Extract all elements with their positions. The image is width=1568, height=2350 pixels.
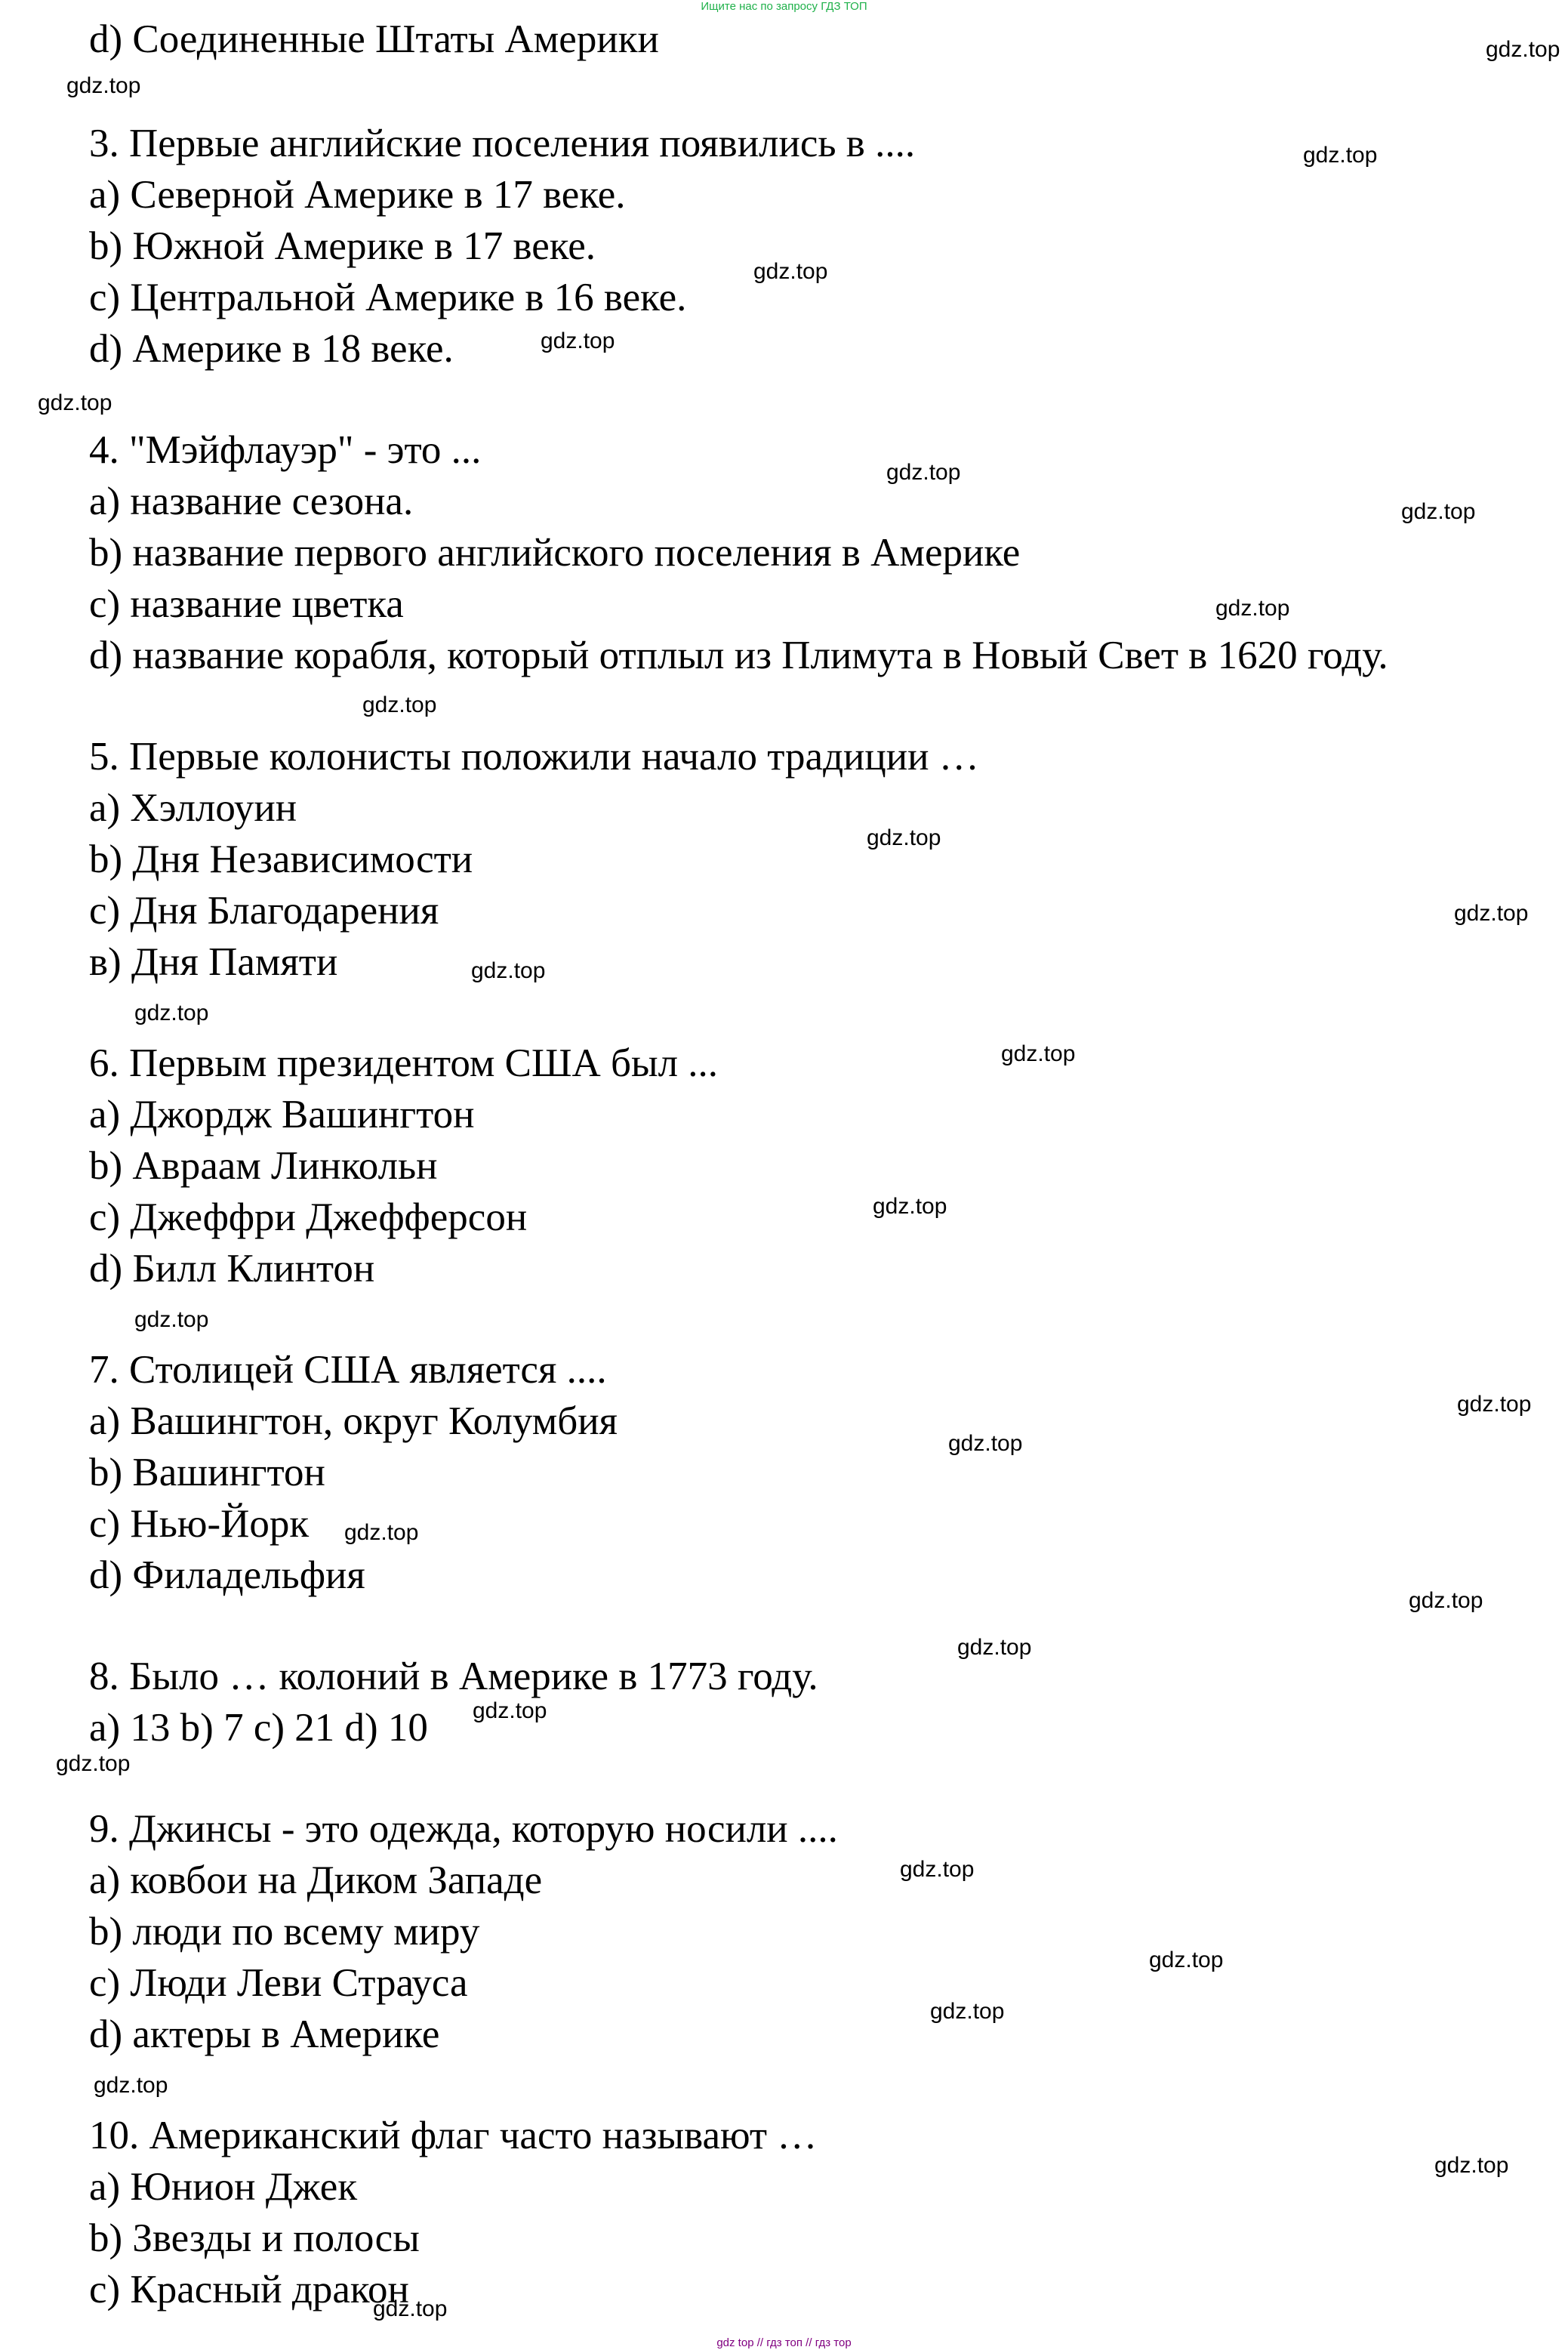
answer-line: c) Красный дракон <box>89 2268 409 2311</box>
answer-line: a) Джордж Вашингтон <box>89 1093 475 1136</box>
answer-line: b) Звезды и полосы <box>89 2216 420 2260</box>
watermark: gdz.top <box>1001 1041 1076 1066</box>
answer-line: b) Южной Америке в 17 веке. <box>89 224 596 268</box>
question-4-line: 4. "Мэйфлауэр" - это ... <box>89 428 482 472</box>
answer-line: a) Вашингтон, округ Колумбия <box>89 1399 618 1443</box>
watermark: gdz.top <box>930 1999 1005 2024</box>
watermark: gdz.top <box>362 692 437 717</box>
answer-line: c) Джеффри Джефферсон <box>89 1195 528 1239</box>
answer-line: d) Филадельфия <box>89 1553 365 1597</box>
watermark: gdz.top <box>1303 143 1378 168</box>
answer-line: d) актеры в Америке <box>89 2012 440 2056</box>
watermark: gdz.top <box>1434 2153 1509 2178</box>
watermark: gdz.top <box>1486 37 1560 62</box>
footer-link[interactable]: гдз топ <box>766 2336 802 2349</box>
watermark: gdz.top <box>38 390 112 415</box>
answer-line: d) Соединенные Штаты Америки <box>89 17 659 61</box>
watermark: gdz.top <box>473 1698 547 1723</box>
answer-line: d) Билл Клинтон <box>89 1247 375 1291</box>
watermark: gdz.top <box>1454 901 1529 926</box>
watermark: gdz.top <box>1149 1948 1224 1972</box>
answer-line: b) люди по всему миру <box>89 1910 480 1954</box>
answer-line: b) Авраам Линкольн <box>89 1144 438 1188</box>
question-10-line: 10. Американский флаг часто называют … <box>89 2114 818 2157</box>
watermark: gdz.top <box>134 1001 209 1025</box>
answer-line: c) название цветка <box>89 582 404 626</box>
question-9-line: 9. Джинсы - это одежда, которую носили .... <box>89 1807 838 1851</box>
watermark: gdz.top <box>66 73 141 98</box>
watermark: gdz.top <box>957 1635 1032 1660</box>
answer-line: в) Дня Памяти <box>89 940 338 984</box>
watermark: gdz.top <box>373 2296 448 2321</box>
answer-line: c) Нью-Йорк <box>89 1502 310 1546</box>
answer-line: c) Центральной Америке в 16 веке. <box>89 276 687 319</box>
question-5-line: 5. Первые колонисты положили начало традиции … <box>89 735 979 779</box>
footer-separator: // <box>756 2336 764 2349</box>
answer-line: d) название корабля, который отплыл из Плимута в Новый Свет в 1620 году. <box>89 634 1388 677</box>
watermark: gdz.top <box>1215 596 1290 621</box>
question-8-line: 8. Было … колоний в Америке в 1773 году. <box>89 1655 818 1698</box>
watermark: gdz.top <box>873 1194 947 1219</box>
watermark: gdz.top <box>753 259 828 284</box>
footer-link[interactable]: gdz top <box>716 2336 754 2349</box>
answer-line: c) Люди Леви Страуса <box>89 1961 468 2005</box>
watermark: gdz.top <box>344 1520 419 1545</box>
watermark: gdz.top <box>541 328 615 353</box>
question-7-line: 7. Столицей США является .... <box>89 1348 607 1392</box>
footer-separator: // <box>806 2336 812 2349</box>
footer-link[interactable]: гдз тор <box>815 2336 852 2349</box>
watermark: gdz.top <box>1457 1392 1532 1417</box>
watermark: gdz.top <box>900 1857 975 1882</box>
answer-line: a) 13 b) 7 c) 21 d) 10 <box>89 1706 428 1750</box>
answer-line: d) Америке в 18 веке. <box>89 327 454 371</box>
footer-links <box>0 2336 1568 2349</box>
answer-line: b) Вашингтон <box>89 1451 325 1494</box>
answer-line: a) Хэллоуин <box>89 786 297 830</box>
watermark: gdz.top <box>134 1307 209 1332</box>
question-6-line: 6. Первым президентом США был ... <box>89 1041 719 1085</box>
watermark: gdz.top <box>886 460 961 485</box>
answer-line: b) название первого английского поселения в Америке <box>89 531 1021 575</box>
answer-line: a) Юнион Джек <box>89 2165 358 2209</box>
answer-line: a) Северной Америке в 17 веке. <box>89 173 626 217</box>
watermark: gdz.top <box>1401 499 1476 524</box>
question-3-line: 3. Первые английские поселения появились в .... <box>89 122 916 165</box>
watermark: gdz.top <box>471 958 546 983</box>
header-search-link[interactable]: Ищите нас по запросу ГДЗ ТОП <box>701 0 867 13</box>
answer-line: a) ковбои на Диком Западе <box>89 1858 543 1902</box>
watermark: gdz.top <box>94 2073 168 2098</box>
watermark: gdz.top <box>56 1751 131 1776</box>
answer-line: a) название сезона. <box>89 480 414 523</box>
watermark: gdz.top <box>948 1431 1023 1456</box>
watermark: gdz.top <box>867 825 941 850</box>
watermark: gdz.top <box>1409 1588 1483 1613</box>
answer-line: b) Дня Независимости <box>89 837 473 881</box>
answer-line: c) Дня Благодарения <box>89 889 439 933</box>
